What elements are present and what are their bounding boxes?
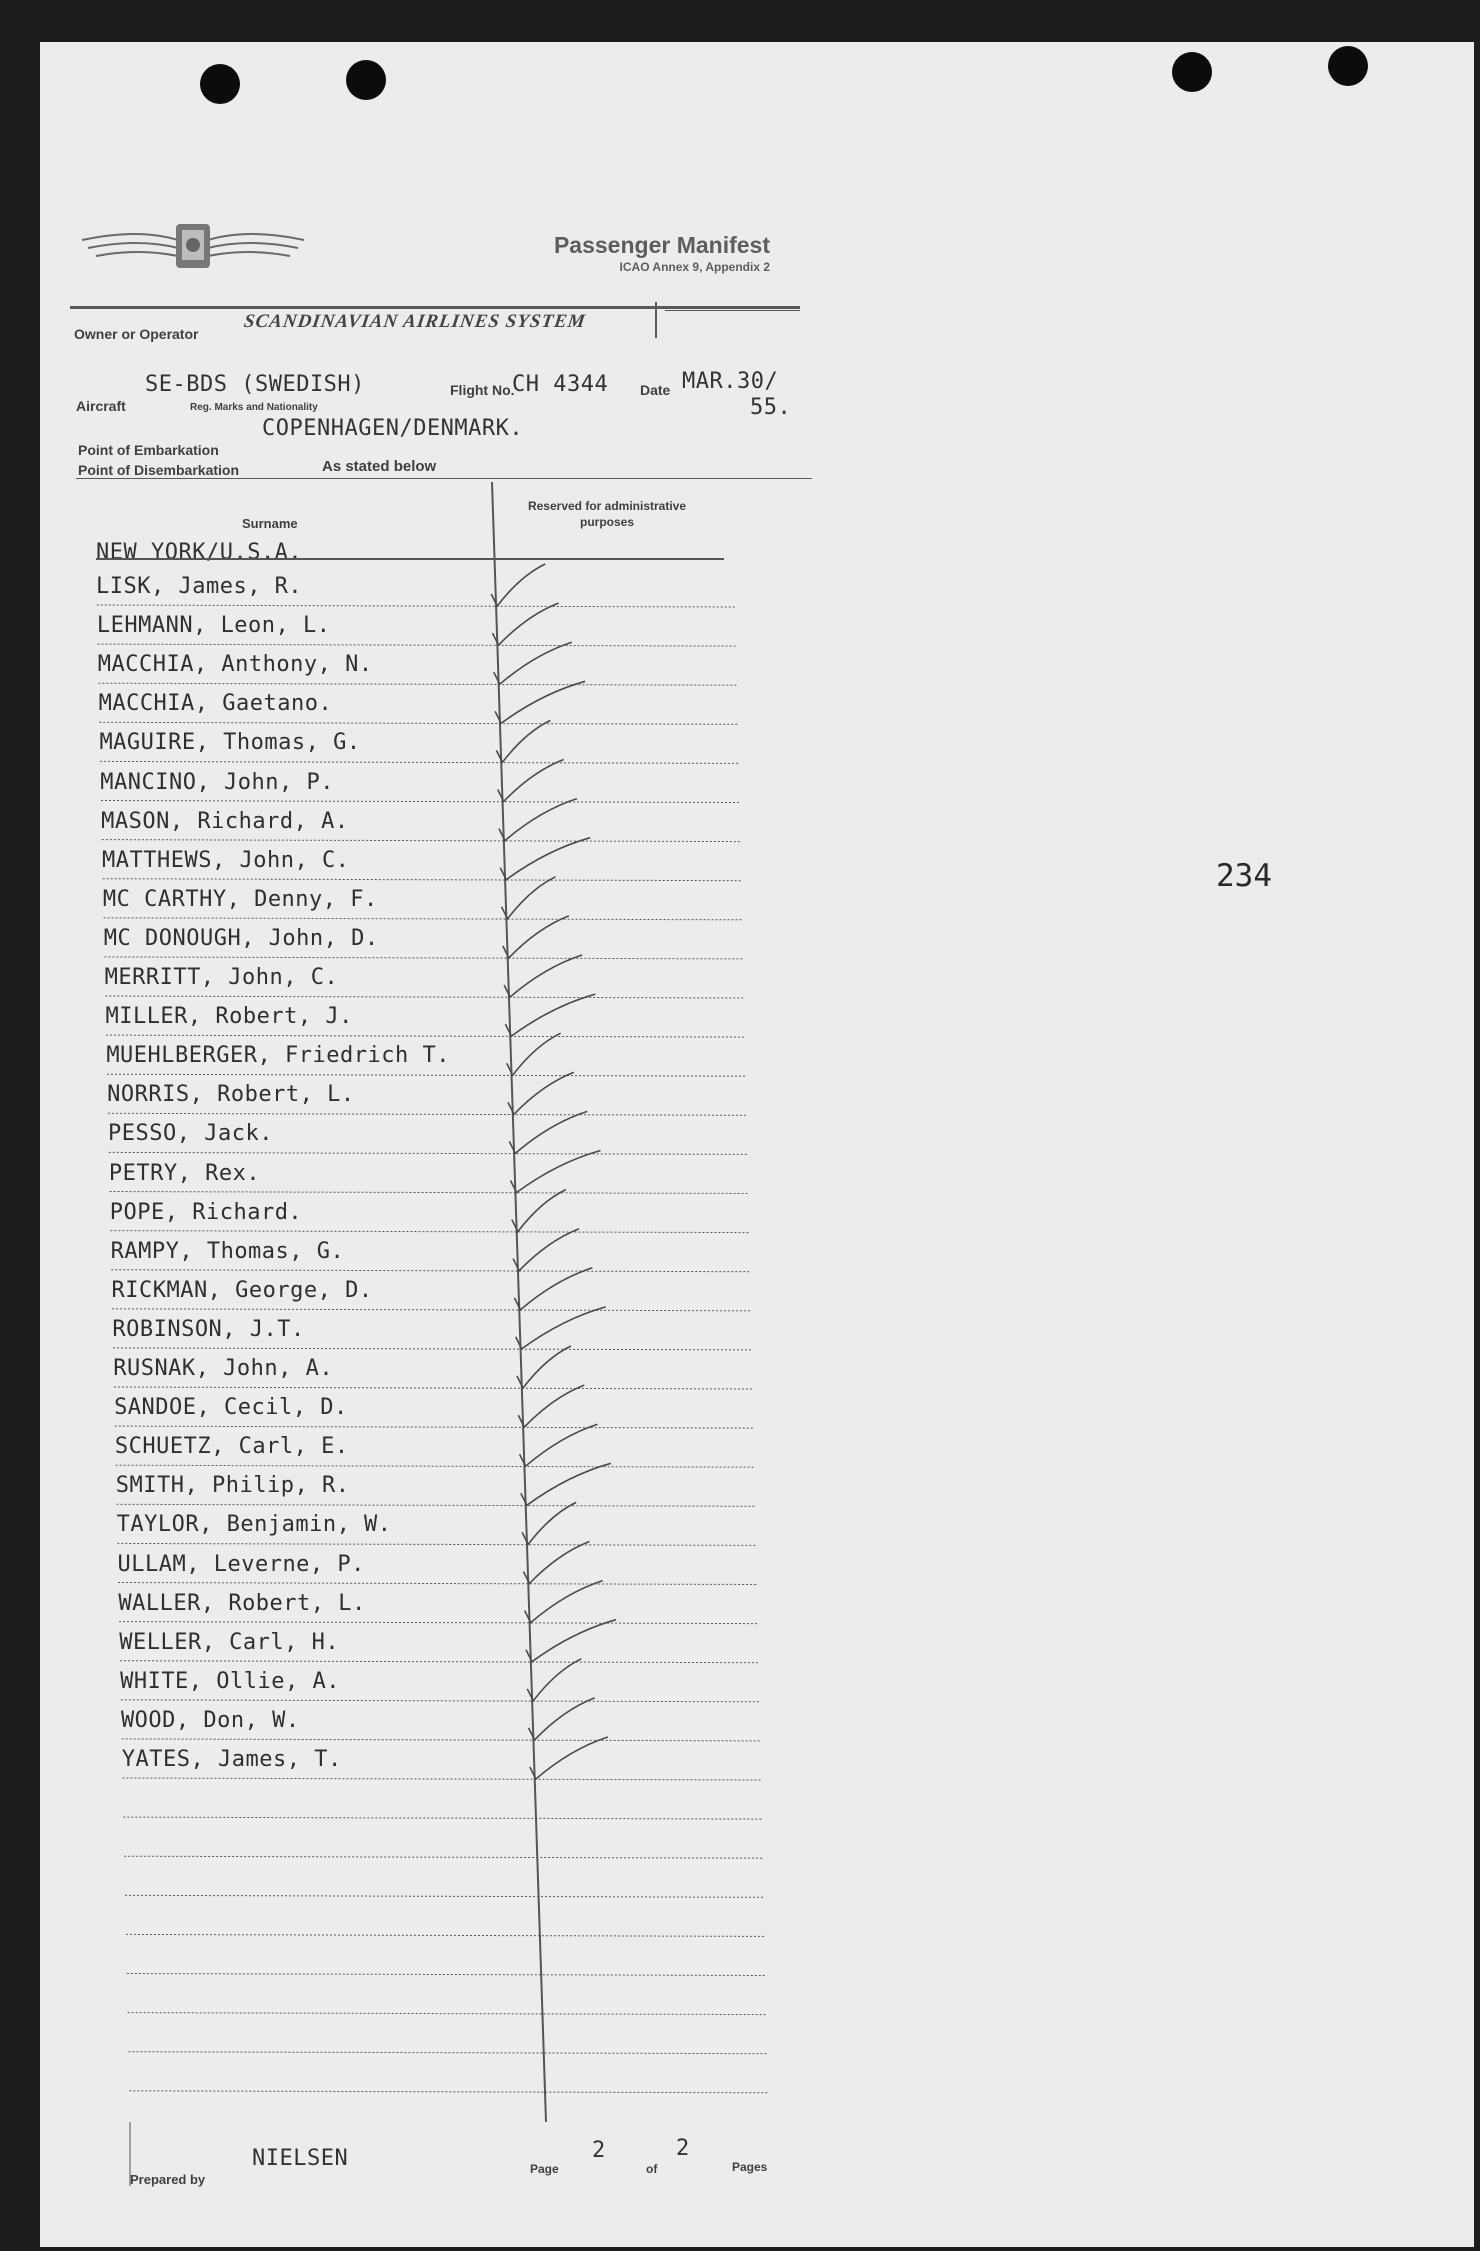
passenger-row: MAGUIRE, Thomas, G. xyxy=(99,730,361,756)
check-mark xyxy=(508,1072,574,1114)
passenger-row: ROBINSON, J.T. xyxy=(112,1316,305,1342)
passenger-row: MACCHIA, Gaetano. xyxy=(98,691,333,717)
passenger-row: RAMPY, Thomas, G. xyxy=(110,1238,345,1264)
passenger-row: MASON, Richard, A. xyxy=(101,808,349,834)
check-mark xyxy=(496,720,550,762)
disembarkation-label: Point of Disembarkation xyxy=(78,462,240,478)
check-mark xyxy=(521,1463,611,1505)
aircraft-label: Aircraft xyxy=(76,398,126,414)
prepared-by-value: NIELSEN xyxy=(252,2146,349,2171)
check-mark xyxy=(516,1307,606,1349)
form-title: Passenger Manifest xyxy=(553,232,770,258)
passenger-row: RUSNAK, John, A. xyxy=(113,1356,334,1381)
date-value: MAR.30/ xyxy=(682,369,779,394)
check-mark xyxy=(504,955,582,997)
of-label: of xyxy=(646,2162,658,2176)
date-label: Date xyxy=(640,382,671,398)
archive-page-number: 234 xyxy=(1216,858,1272,894)
of-value: 2 xyxy=(676,2136,690,2161)
check-mark xyxy=(530,1737,608,1779)
flight-number-value: CH 4344 xyxy=(512,372,609,397)
passenger-row: ULLAM, Leverne, P. xyxy=(117,1551,365,1577)
passenger-row: POPE, Richard. xyxy=(109,1199,303,1225)
reg-marks-label: Reg. Marks and Nationality xyxy=(190,402,318,413)
check-mark xyxy=(518,1385,584,1427)
destination-heading: NEW YORK/U.S.A. xyxy=(96,540,303,565)
passenger-row: TAYLOR, Benjamin, W. xyxy=(116,1512,392,1538)
check-mark xyxy=(512,1190,566,1232)
check-mark xyxy=(491,564,545,606)
check-mark xyxy=(520,1424,598,1466)
embarkation-label: Point of Embarkation xyxy=(78,442,219,458)
owner-label: Owner or Operator xyxy=(74,326,199,342)
embarkation-value: COPENHAGEN/DENMARK. xyxy=(262,416,524,441)
passenger-row: SMITH, Philip, R. xyxy=(115,1473,350,1499)
check-mark xyxy=(503,916,569,958)
prepared-by-label: Prepared by xyxy=(130,2172,206,2187)
check-mark xyxy=(527,1659,581,1701)
passenger-row: MANCINO, John, P. xyxy=(100,769,334,795)
check-mark xyxy=(509,1111,587,1153)
check-mark xyxy=(507,1033,561,1075)
passenger-row: MACCHIA, Anthony, N. xyxy=(97,652,373,678)
passenger-row: WHITE, Ollie, A. xyxy=(120,1668,340,1694)
passenger-row: NORRIS, Robert, L. xyxy=(107,1082,355,1108)
page-label: Page xyxy=(530,2162,559,2176)
check-mark xyxy=(502,877,556,919)
passenger-row: SANDOE, Cecil, D. xyxy=(114,1395,348,1421)
passenger-row: LISK, James, R. xyxy=(96,574,303,599)
check-mark xyxy=(526,1620,616,1662)
owner-value: SCANDINAVIAN AIRLINES SYSTEM xyxy=(242,311,588,332)
passenger-row: MC CARTHY, Denny, F. xyxy=(102,886,378,912)
passenger-row: WOOD, Don, W. xyxy=(120,1707,300,1733)
check-mark xyxy=(529,1698,595,1740)
passenger-row: PETRY, Rex. xyxy=(108,1160,261,1186)
form-subtitle: ICAO Annex 9, Appendix 2 xyxy=(619,260,770,274)
check-mark xyxy=(494,642,572,684)
passenger-row: RICKMAN, George, D. xyxy=(111,1277,373,1303)
check-mark xyxy=(499,799,577,841)
surname-column-header: Surname xyxy=(242,516,298,531)
passenger-row: MC DONOUGH, John, D. xyxy=(103,925,379,951)
check-mark xyxy=(498,760,564,802)
flight-number-label: Flight No. xyxy=(450,382,515,398)
check-mark xyxy=(523,1542,589,1584)
check-mark xyxy=(495,681,585,723)
check-mark xyxy=(500,838,590,880)
check-mark xyxy=(522,1502,576,1544)
passenger-row: LEHMANN, Leon, L. xyxy=(96,613,331,639)
passenger-row: YATES, James, T. xyxy=(121,1747,342,1772)
check-mark xyxy=(517,1346,571,1388)
date-value-year: 55. xyxy=(750,395,792,420)
passenger-row: SCHUETZ, Carl, E. xyxy=(114,1434,349,1460)
check-mark xyxy=(505,994,595,1036)
passenger-row: WALLER, Robert, L. xyxy=(118,1590,366,1616)
passenger-row: WELLER, Carl, H. xyxy=(119,1629,340,1655)
check-mark xyxy=(514,1268,592,1310)
check-mark xyxy=(511,1151,601,1193)
check-mark xyxy=(493,603,559,645)
aircraft-value: SE-BDS (SWEDISH) xyxy=(145,372,365,397)
reserved-column-header-text: Reserved for administrative purposes xyxy=(527,499,687,529)
pages-label: Pages xyxy=(732,2160,768,2174)
page-value: 2 xyxy=(592,2138,606,2163)
passenger-row: MILLER, Robert, J. xyxy=(105,1004,353,1030)
passenger-row: MERRITT, John, C. xyxy=(104,965,339,990)
check-mark xyxy=(525,1581,603,1623)
disembarkation-value: As stated below xyxy=(322,458,437,475)
passenger-row: MUEHLBERGER, Friedrich T. xyxy=(106,1043,450,1069)
passenger-row: MATTHEWS, John, C. xyxy=(102,847,350,873)
passenger-row: PESSO, Jack. xyxy=(108,1121,273,1147)
check-mark xyxy=(513,1229,579,1271)
